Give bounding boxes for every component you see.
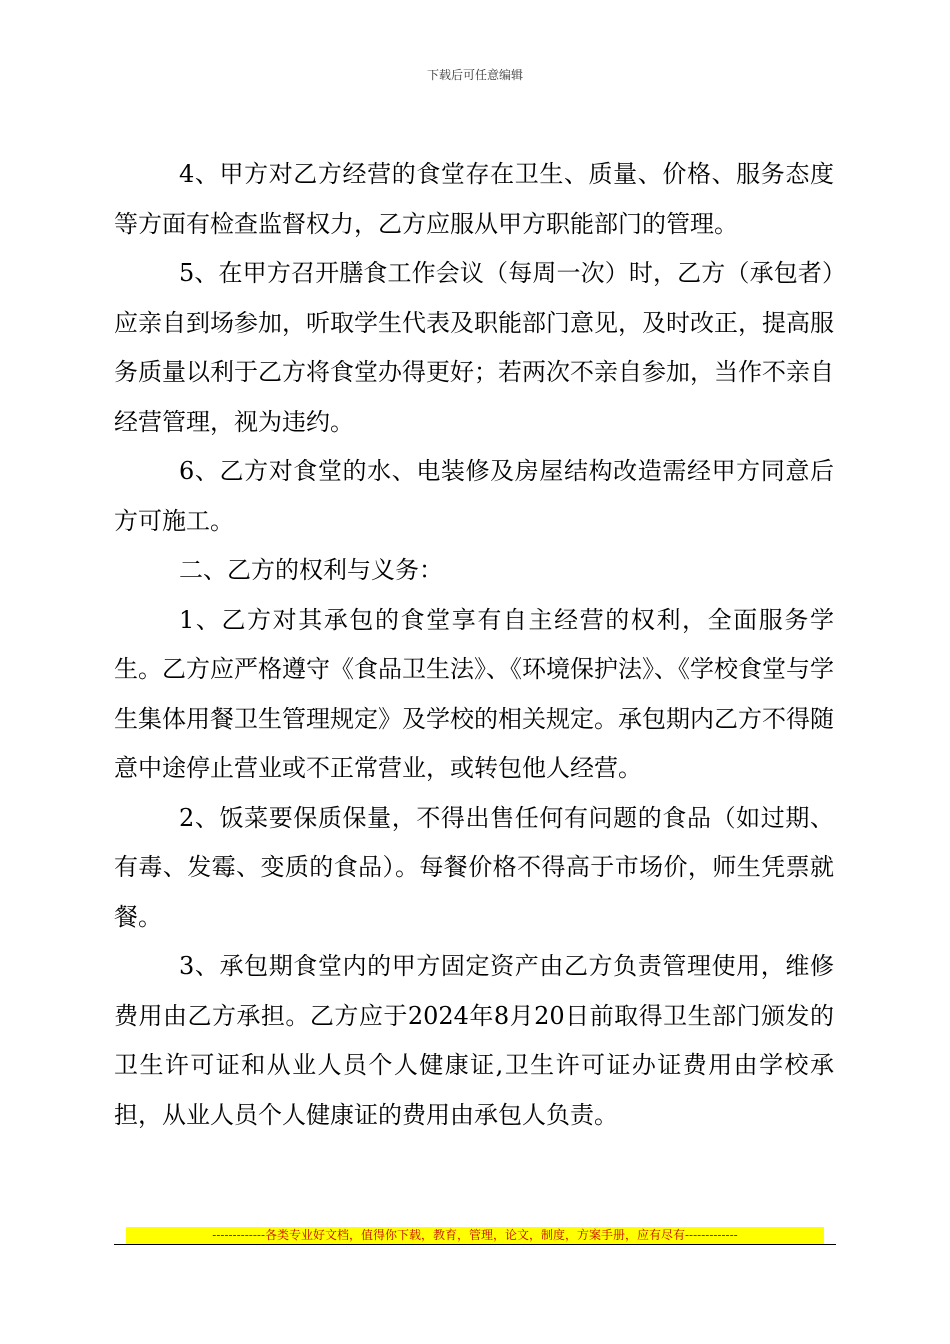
header-note: 下载后可任意编辑 xyxy=(426,68,523,82)
section-heading-party-b: 二、乙方的权利与义务： xyxy=(179,556,443,584)
paragraph-item-4: 4、甲方对乙方经营的食堂存在卫生、质量、价格、服务态度等方面有检查监督权力，乙方应服从甲方职能部门的管理。 xyxy=(114,160,834,238)
footer-banner: -------------各类专业好文档，值得你下载，教育，管理，论文，制度，方案手册，应有尽有------------- xyxy=(126,1227,824,1244)
paragraph-b-item-2: 2、饭菜要保质保量，不得出售任何有问题的食品（如过期、有毒、发霉、变质的食品）。每餐价格不得高于市场价，师生凭票就餐。 xyxy=(114,803,834,931)
paragraph-b-item-1: 1、乙方对其承包的食堂享有自主经营的权利，全面服务学生。乙方应严格遵守《食品卫生法》、《环境保护法》、《学校食堂与学生集体用餐卫生管理规定》及学校的相关规定。承包期内乙方不得随意中途停止营业或不正常营业，或转包他人经营。 xyxy=(114,605,834,782)
document-body xyxy=(114,150,834,1140)
footer-divider xyxy=(114,1244,836,1245)
paragraph-item-5: 5、在甲方召开膳食工作会议（每周一次）时，乙方（承包者）应亲自到场参加，听取学生代表及职能部门意见，及时改正，提高服务质量以利于乙方将食堂办得更好；若两次不亲自参加，当作不亲自经营管理，视为违约。 xyxy=(114,259,834,436)
paragraph-item-6: 6、乙方对食堂的水、电装修及房屋结构改造需经甲方同意后方可施工。 xyxy=(114,457,834,535)
paragraph-b-item-3: 3、承包期食堂内的甲方固定资产由乙方负责管理使用，维修费用由乙方承担。乙方应于2024年8月20日前取得卫生部门颁发的卫生许可证和从业人员个人健康证,卫生许可证办证费用由学校承担，从业人员个人健康证的费用由承包人负责。 xyxy=(114,952,834,1129)
